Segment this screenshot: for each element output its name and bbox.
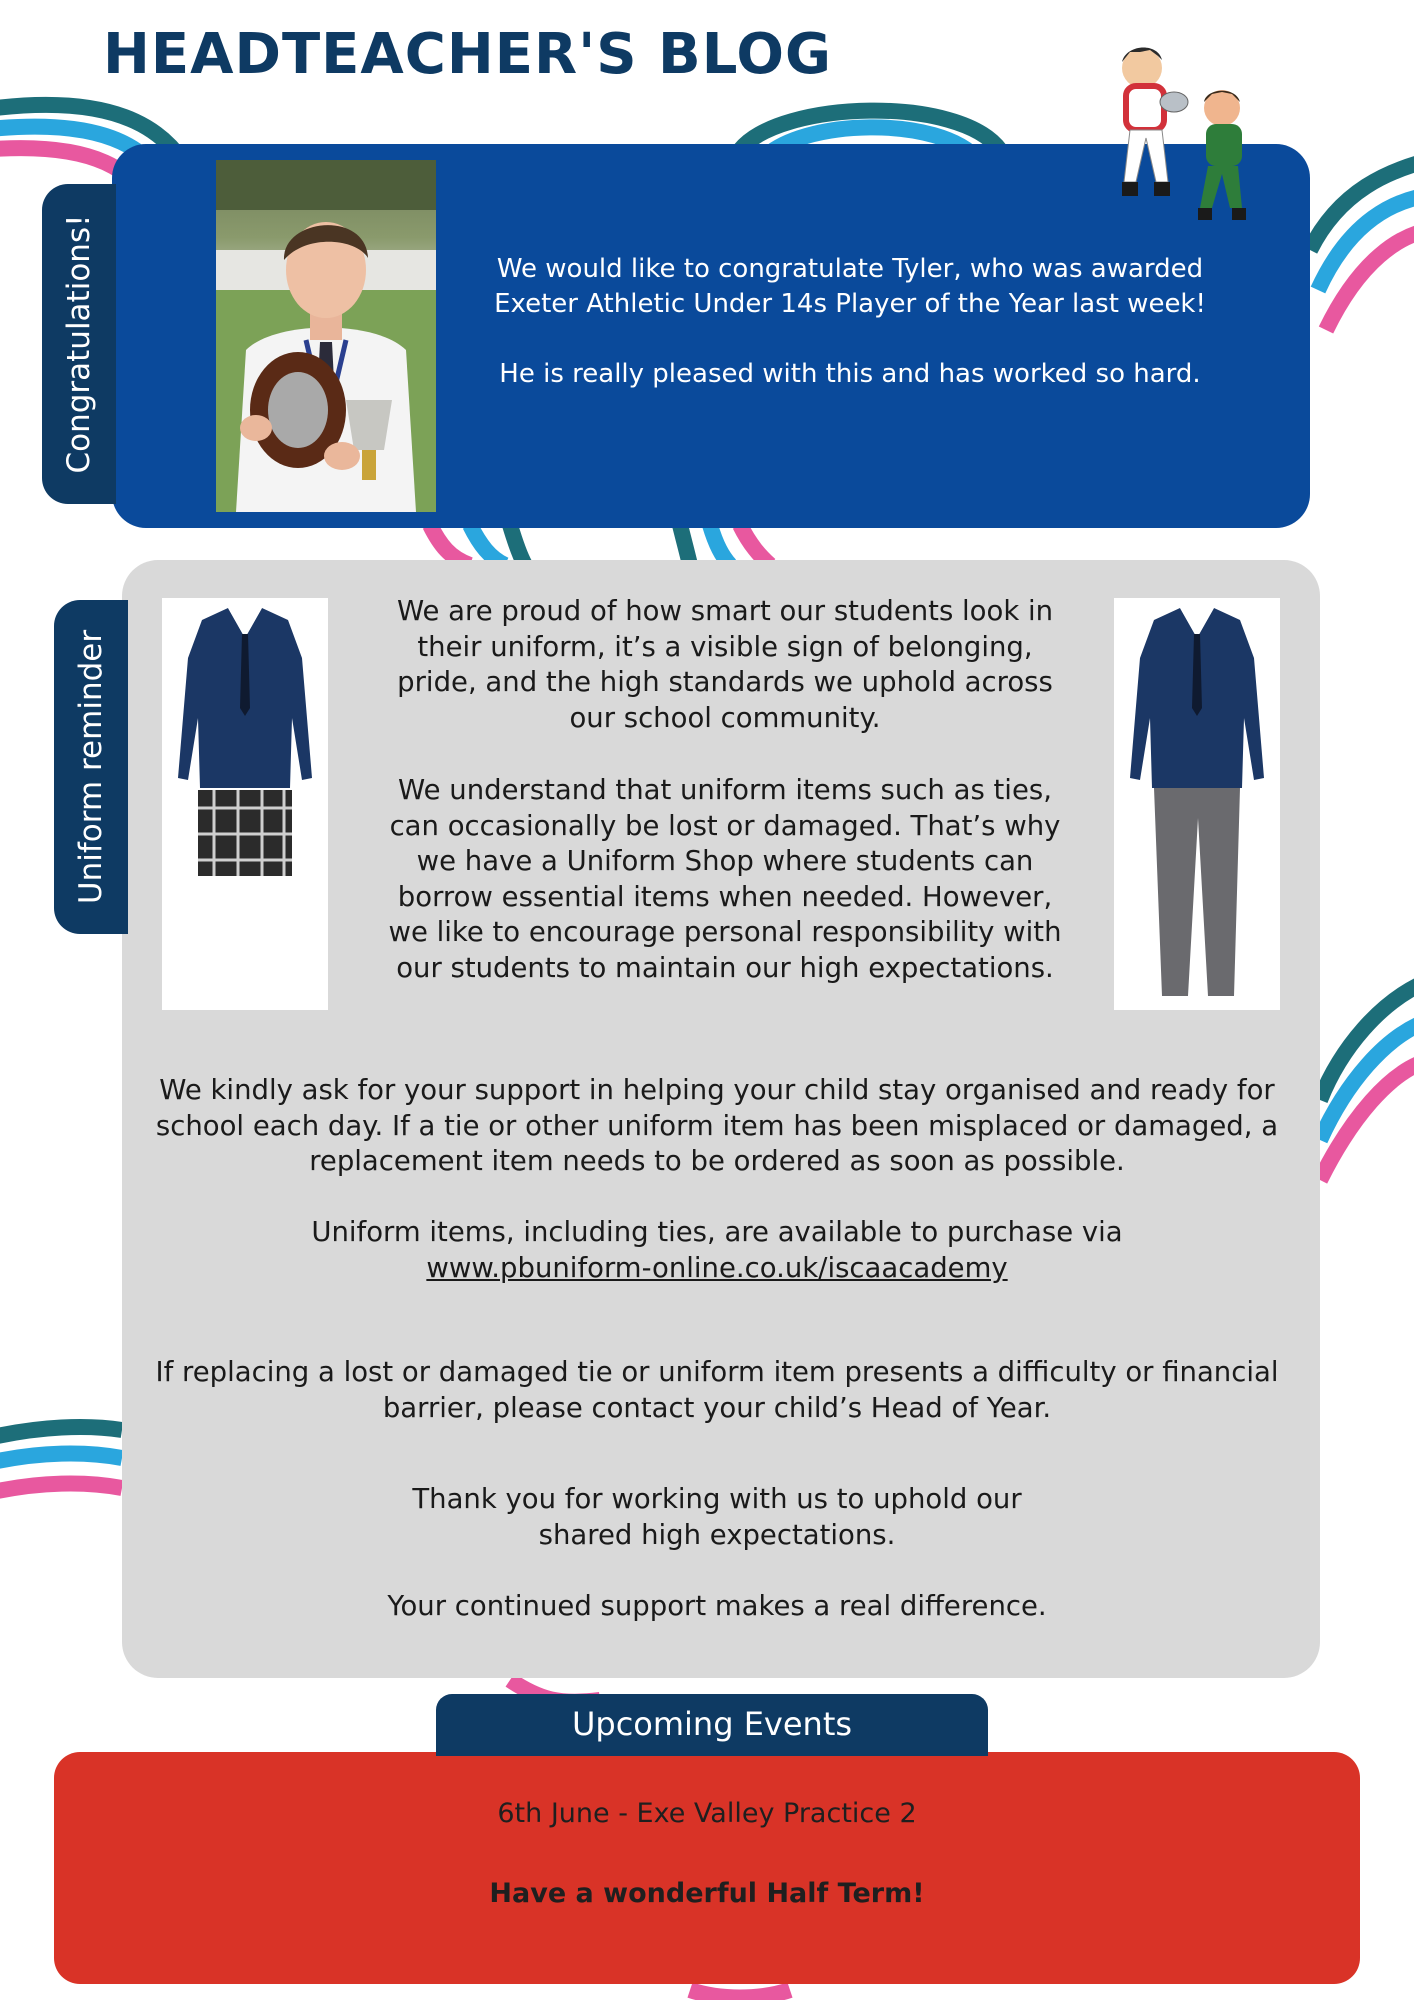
congratulations-tab: [42, 184, 116, 504]
event-item: 6th June - Exe Valley Practice 2: [497, 1798, 917, 1829]
uniform-blazer-trousers-image: [1114, 598, 1280, 1010]
upcoming-events-title: Upcoming Events: [436, 1694, 988, 1756]
page-title: HEADTEACHER'S BLOG: [103, 22, 832, 87]
uniform-intro-text: We are proud of how smart our students look in their uniform, it’s a visible sign of belonging, pride, and the high standards we uphold across our school community.: [396, 595, 1054, 734]
uniform-difficulty-text: If replacing a lost or damaged tie or uniform item presents a difficulty or financial barrier, please contact your child’s Head of Year.: [155, 1356, 1279, 1424]
uniform-support-text: We kindly ask for your support in helping your child stay organised and ready for school each day. If a tie or other uniform item has been misplaced or damaged, a replacement item needs to be ordered as soon as possible.: [155, 1074, 1279, 1177]
uniform-shop-text: We understand that uniform items such as ties, can occasionally be lost or damaged. That’s why we have a Uniform Shop where students can borrow essential items when needed. However, we like to encourage personal responsibility with our students to maintain our high expectations.: [388, 774, 1062, 984]
student-with-trophy-photo: [216, 160, 436, 512]
uniform-thanks-text: [150, 1482, 1284, 1553]
uniform-purchase-block: [150, 1215, 1284, 1286]
congratulations-paragraph: We would like to congratulate Tyler, who was awarded Exeter Athletic Under 14s Player of the Year last week!: [494, 254, 1206, 319]
congratulations-tab-label: Congratulations!: [61, 214, 97, 474]
congratulations-message: [470, 252, 1230, 392]
uniform-closing-text: Your continued support makes a real difference.: [387, 1590, 1047, 1622]
rugby-players-illustration: [1090, 32, 1280, 228]
uniform-shop-link[interactable]: www.pbuniform-online.co.uk/iscaacademy: [426, 1251, 1008, 1284]
uniform-purchase-text: Uniform items, including ties, are available to purchase via: [311, 1216, 1123, 1248]
uniform-reminder-tab: [54, 600, 128, 934]
congratulations-paragraph: He is really pleased with this and has worked so hard.: [499, 359, 1201, 389]
uniform-thanks-line: Thank you for working with us to uphold our shared high expectations.: [412, 1483, 1022, 1551]
half-term-message: Have a wonderful Half Term!: [489, 1878, 925, 1909]
upcoming-events-panel: [54, 1752, 1360, 1984]
uniform-reminder-tab-label: Uniform reminder: [73, 629, 109, 905]
uniform-blazer-skirt-image: [162, 598, 328, 1010]
